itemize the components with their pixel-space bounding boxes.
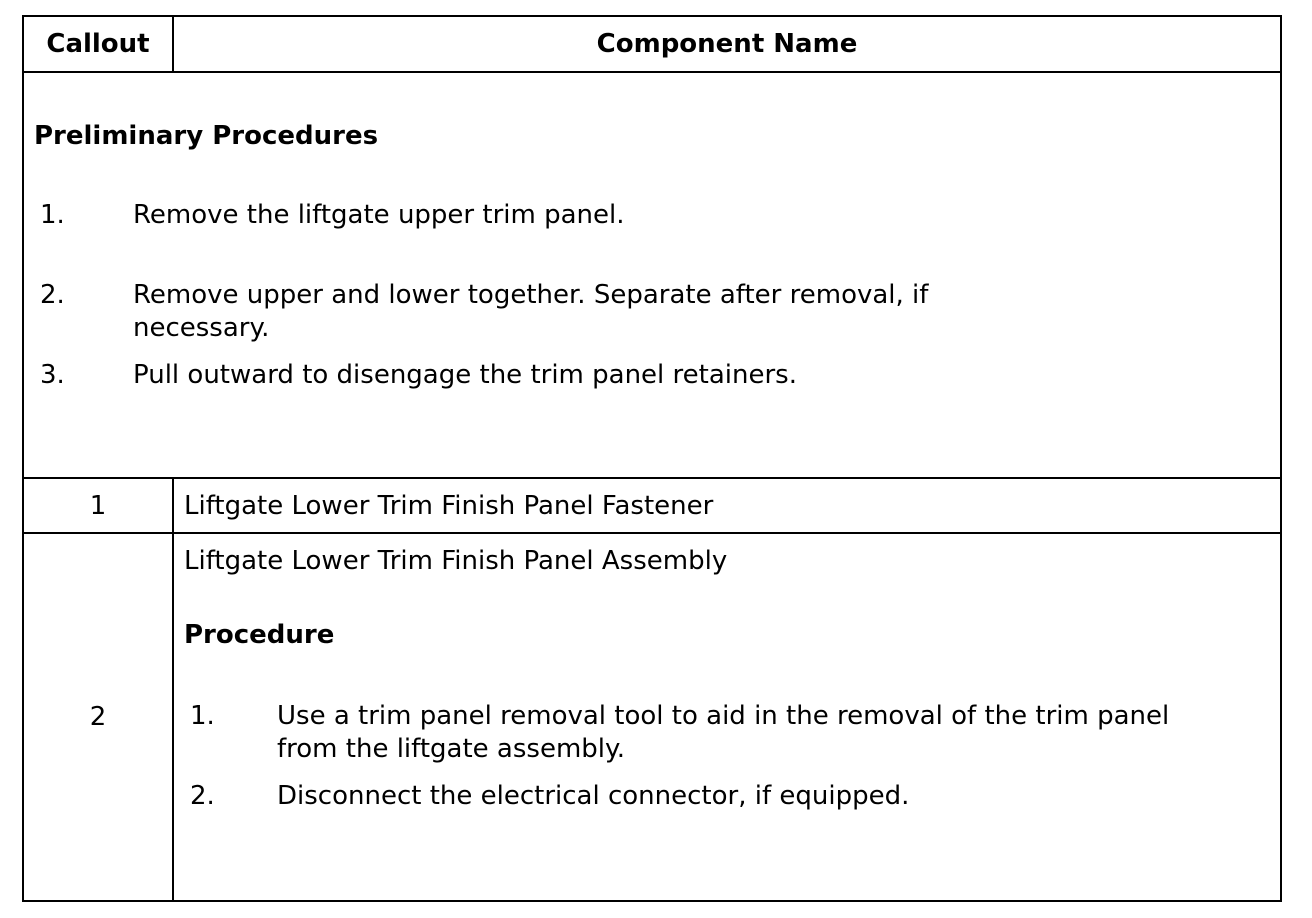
table-row (23, 478, 1281, 533)
preliminary-row (23, 72, 1281, 478)
procedure-title: Procedure (184, 620, 335, 650)
preliminary-procedures-cell (23, 72, 1281, 478)
step-text: Remove upper and lower together. Separate after removal, if necessary. (133, 280, 929, 343)
header-callout: Callout (23, 16, 173, 72)
step-text: Use a trim panel removal tool to aid in the removal of the trim panel from the liftgate assembly. (277, 701, 1170, 764)
header-component-name: Component Name (173, 16, 1281, 72)
component-name: Liftgate Lower Trim Finish Panel Fastener (173, 478, 1281, 533)
step-number: 1. (40, 200, 65, 230)
table-row (23, 533, 1281, 901)
step-text: Disconnect the electrical connector, if equipped. (277, 781, 910, 811)
component-detail-cell (173, 533, 1281, 901)
callout-number: 1 (23, 478, 173, 533)
table-header-row (23, 16, 1281, 72)
step-number: 1. (190, 701, 215, 731)
component-table (22, 15, 1282, 902)
preliminary-procedures-title: Preliminary Procedures (34, 121, 379, 151)
callout-number: 2 (23, 533, 173, 901)
step-number: 3. (40, 360, 65, 390)
step-text: Remove the liftgate upper trim panel. (133, 200, 625, 230)
step-number: 2. (40, 280, 65, 310)
component-name: Liftgate Lower Trim Finish Panel Assembly (184, 546, 728, 576)
step-text: Pull outward to disengage the trim panel retainers. (133, 360, 797, 390)
step-number: 2. (190, 781, 215, 811)
